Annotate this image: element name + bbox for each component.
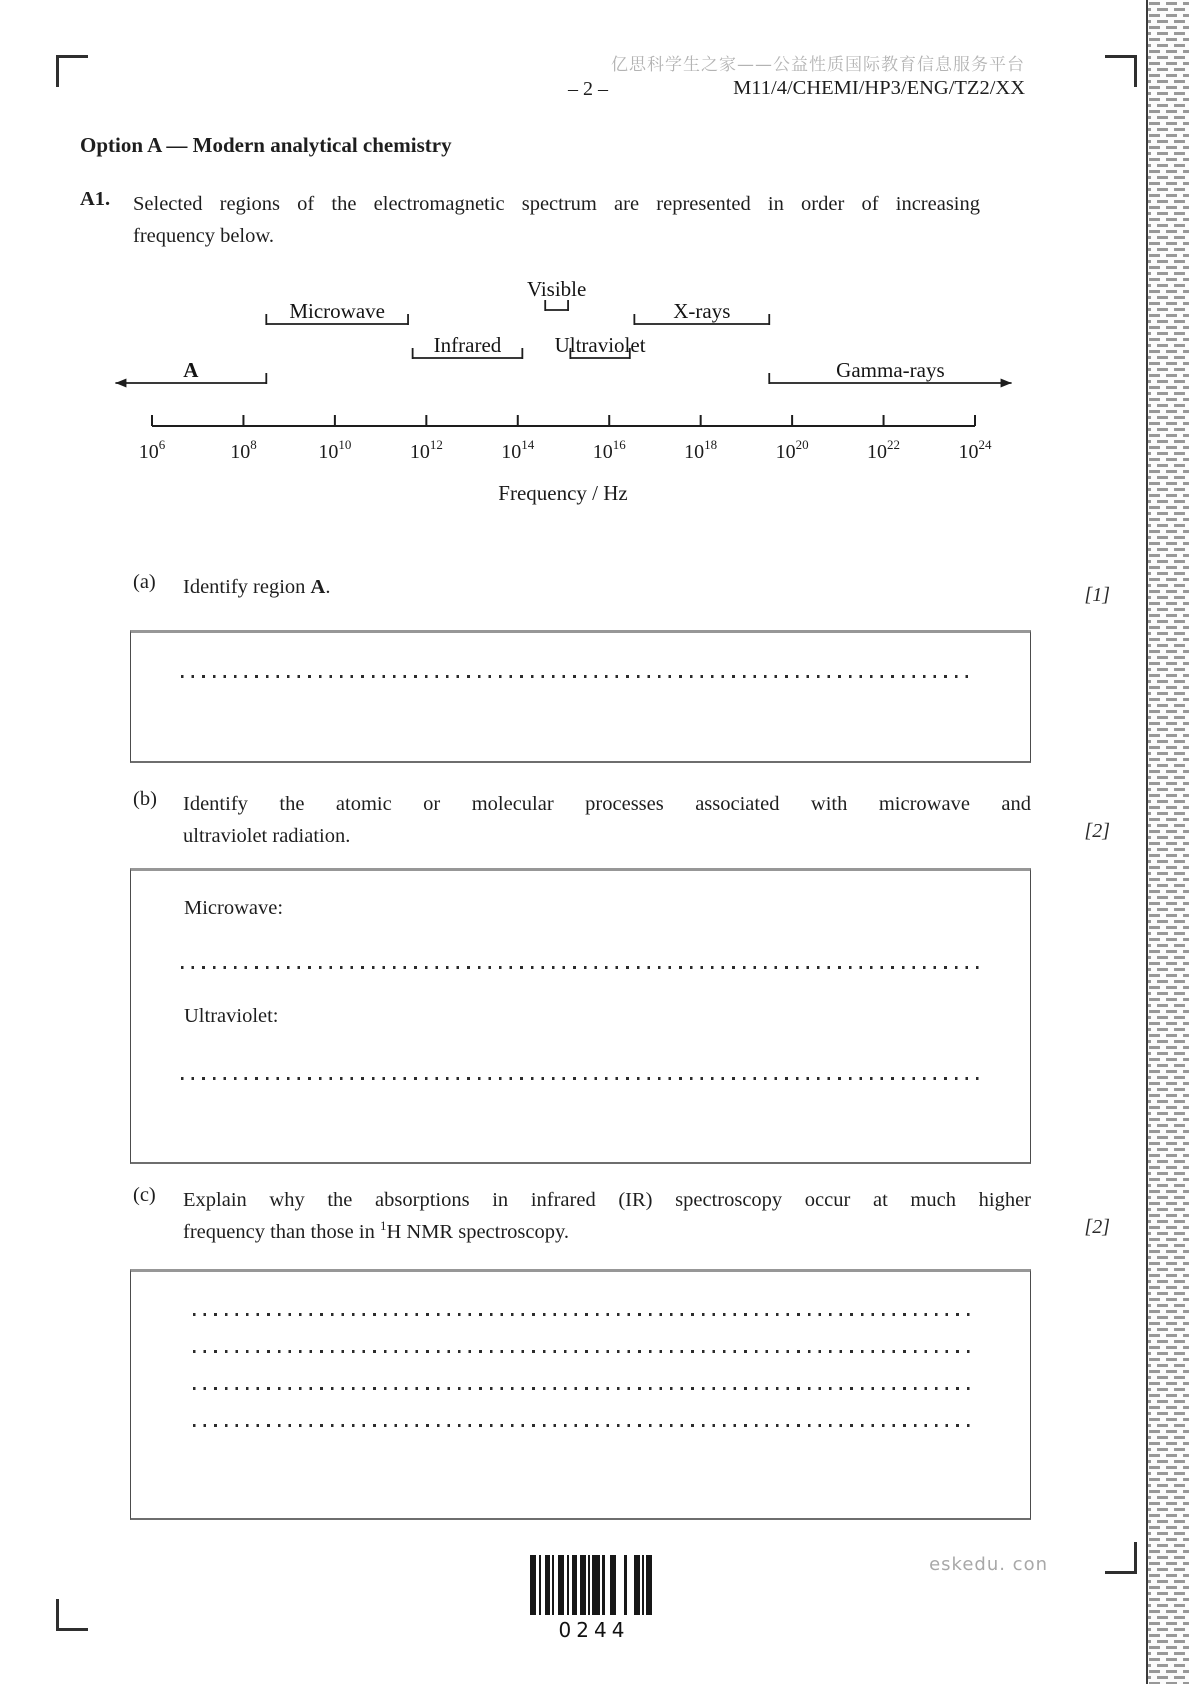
question-intro [133,188,980,252]
part-c-answer-line-3[interactable] [193,1387,975,1390]
axis-tick-label: $10^{20}$ [775,437,809,463]
part-c-text-line1: Explain why the absorptions in infrared (IR) spectroscopy occur at much higher [183,1189,1031,1211]
part-a-text-post: . [325,576,331,598]
axis-tick-label: $10^{10}$ [318,437,352,463]
part-c-answer-line-1[interactable] [193,1313,975,1316]
spectrum-diagram [0,250,1191,520]
axis-tick-label: $10^{16}$ [592,437,626,463]
arrowhead-right [1001,379,1012,388]
axis-tick-label: $10^6$ [138,437,166,463]
part-c-answer-box[interactable] [130,1269,1031,1520]
part-a-answer-box[interactable] [130,630,1031,763]
part-c-answer-line-4[interactable] [193,1424,975,1427]
arrowhead-left [115,379,126,388]
part-a-label: (a) [133,571,156,593]
page-number: – 2 – [568,78,608,100]
part-a-region-ref: A [310,576,326,598]
region-label-infrared: Infrared [433,333,502,357]
barcode-bar [646,1555,652,1615]
question-intro-line2: frequency below. [133,225,274,247]
barcode-space [627,1555,634,1615]
crop-mark-bottom-right [1105,1542,1137,1574]
axis-tick-label: $10^{24}$ [958,437,992,463]
part-b-text-line2: ultraviolet radiation. [183,825,351,847]
part-a-text [183,571,1031,603]
part-b-answer-line-1[interactable] [181,966,986,969]
part-c-isotope-superscript: 1 [379,1218,387,1234]
part-c-text [183,1184,1031,1248]
crop-mark-top-right [1105,55,1137,87]
axis-title: Frequency / Hz [498,481,628,505]
region-label-ultraviolet: Ultraviolet [554,333,646,357]
part-b-field2-label: Ultraviolet: [184,1005,279,1027]
part-c-label: (c) [133,1184,156,1206]
part-c-line2-post: H NMR spectroscopy. [386,1221,570,1243]
crop-mark-top-left [56,55,88,87]
region-label-x-rays: X-rays [673,299,731,323]
axis-tick-label: $10^{12}$ [409,437,443,463]
axis-tick-label: $10^{22}$ [867,437,901,463]
region-label-gamma-rays: Gamma-rays [836,358,945,382]
barcode-space [616,1555,624,1615]
axis-tick-label: $10^{18}$ [684,437,718,463]
question-number: A1. [80,188,111,210]
part-c-marks: [2] [1084,1216,1110,1238]
header-watermark: 亿思科学生之家——公益性质国际教育信息服务平台 [611,55,1025,75]
part-b-text [183,788,1031,852]
axis-tick-label: $10^{14}$ [501,437,535,463]
part-b-text-line1: Identify the atomic or molecular processes associated with microwave and [183,793,1031,815]
barcode-digits: 0244 [558,1618,630,1642]
section-title: Option A — Modern analytical chemistry [80,133,452,157]
region-label-a: A [183,358,199,382]
axis-tick-label: $10^8$ [230,437,257,463]
site-watermark: eskedu. con [929,1554,1048,1575]
part-a-marks: [1] [1084,584,1110,606]
part-c-line2-pre: frequency than those in [183,1221,380,1243]
barcode-bar [592,1555,600,1615]
part-b-field1-label: Microwave: [184,897,284,919]
part-b-answer-box[interactable] [130,868,1031,1164]
part-b-label: (b) [133,788,157,810]
region-label-visible: Visible [526,277,587,301]
crop-mark-bottom-left [56,1599,88,1631]
part-b-answer-line-2[interactable] [181,1077,986,1080]
part-a-answer-line[interactable] [181,675,971,678]
region-label-microwave: Microwave [289,299,385,323]
question-intro-line1: Selected regions of the electromagnetic spectrum are represented in order of increasing [133,193,980,215]
exam-code: M11/4/CHEMI/HP3/ENG/TZ2/XX [733,77,1025,99]
part-b-marks: [2] [1084,820,1110,842]
part-a-text-pre: Identify region [183,576,311,598]
part-c-answer-line-2[interactable] [193,1350,975,1353]
part-c-text-line2 [183,1216,1031,1248]
barcode [530,1555,662,1615]
